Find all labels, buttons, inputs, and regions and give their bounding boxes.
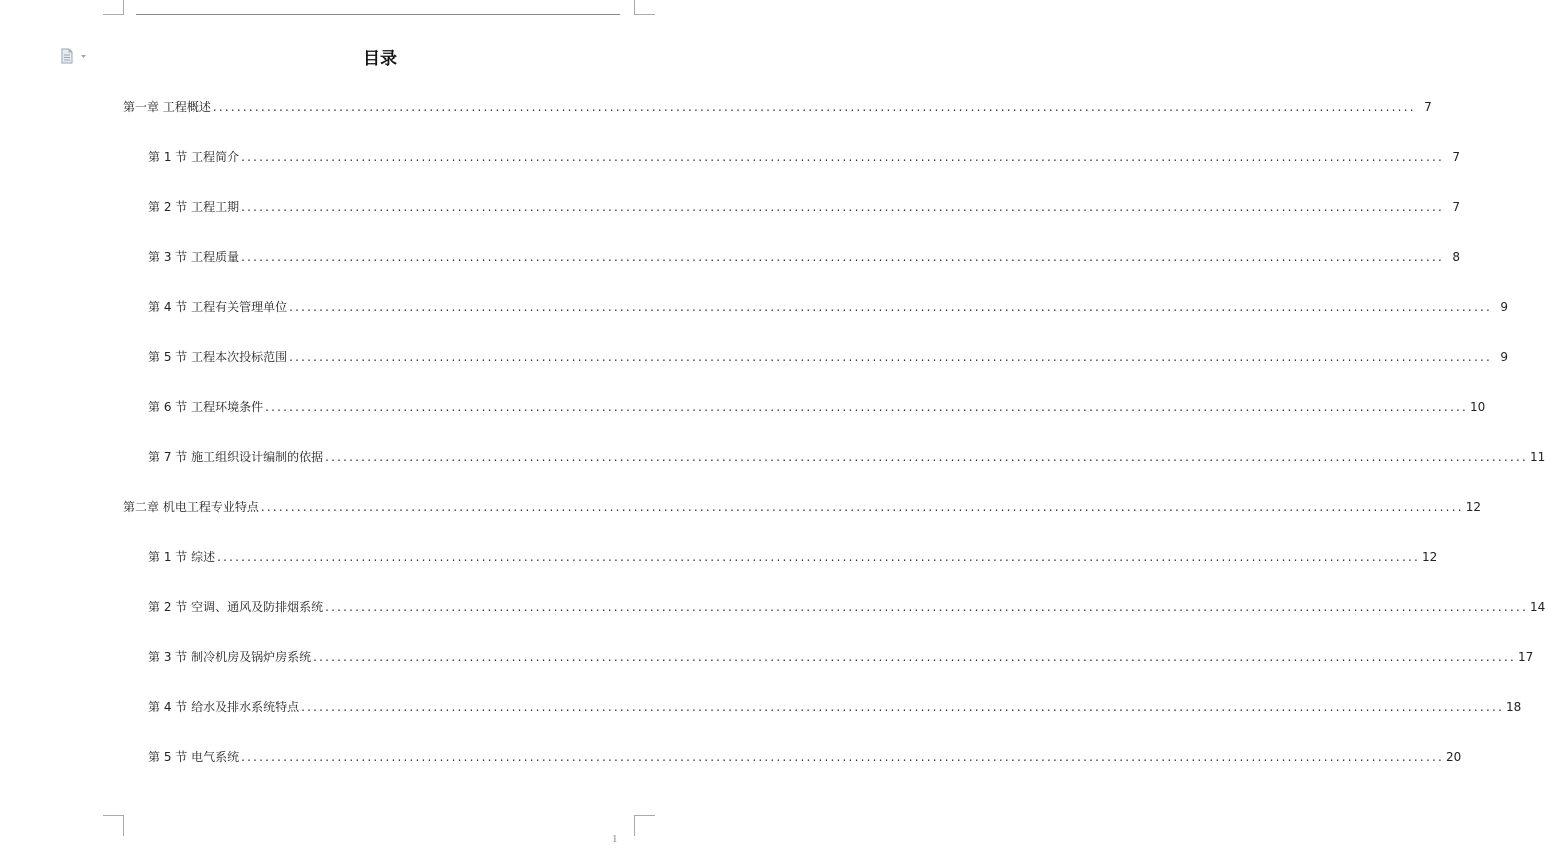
toc-entry[interactable] [148, 199, 1460, 215]
toc-entry[interactable] [148, 699, 1522, 715]
toc-entry[interactable] [148, 449, 1545, 465]
toc-dot-leader: ........................................................................................................................................................................................................ [241, 200, 1444, 214]
toc-entry-label: 第二章 机电工程专业特点 [123, 500, 259, 514]
toc-entry-page: 8 [1452, 250, 1460, 264]
toc-entry-label: 第 7 节 施工组织设计编制的依据 [148, 450, 324, 464]
toc-entry-page: 12 [1421, 550, 1438, 564]
toc-entry-label: 第 3 节 工程质量 [148, 250, 240, 264]
toc-entry[interactable] [148, 149, 1460, 165]
margin-corner-top-right [634, 0, 655, 15]
toc-dot-leader: ........................................................................................................................................................................................................ [260, 500, 1464, 514]
margin-corner-bottom-right [634, 815, 655, 836]
page-number: 1 [612, 833, 618, 845]
toc-entry[interactable] [123, 99, 1432, 115]
toc-entry[interactable] [123, 499, 1481, 515]
toc-dot-leader: ........................................................................................................................................................................................................ [325, 600, 1528, 614]
toc-entry-page: 18 [1505, 700, 1522, 714]
toc-entry-page: 11 [1529, 450, 1545, 464]
toc-entry-label: 第 2 节 空调、通风及防排烟系统 [148, 600, 324, 614]
toc-entry[interactable] [148, 599, 1545, 615]
toc-dot-leader: ........................................................................................................................................................................................................ [301, 700, 1504, 714]
toc-entry-page: 10 [1469, 400, 1486, 414]
toc-dot-leader: ........................................................................................................................................................................................................ [241, 250, 1444, 264]
toc-entry-page: 12 [1465, 500, 1481, 514]
toc-entry-page: 7 [1452, 200, 1460, 214]
toc-entry-page: 7 [1424, 100, 1432, 114]
toc-entry-label: 第 6 节 工程环境条件 [148, 400, 264, 414]
toc-entry-label: 第 1 节 工程简介 [148, 150, 240, 164]
toc-dot-leader: ........................................................................................................................................................................................................ [212, 100, 1416, 114]
toc-entry-label: 第 1 节 综述 [148, 550, 216, 564]
margin-corner-top-left [103, 0, 124, 15]
toc-entry-page: 14 [1529, 600, 1545, 614]
toc-dot-leader: ........................................................................................................................................................................................................ [241, 750, 1444, 764]
toc-dot-leader: ........................................................................................................................................................................................................ [289, 350, 1492, 364]
toc-dot-leader: ........................................................................................................................................................................................................ [289, 300, 1492, 314]
toc-entry-label: 第 4 节 给水及排水系统特点 [148, 700, 300, 714]
toc-entry-page: 7 [1452, 150, 1460, 164]
toc-dot-leader: ........................................................................................................................................................................................................ [313, 650, 1516, 664]
toc-entry-page: 9 [1500, 300, 1508, 314]
toc-title: 目录 [363, 49, 397, 69]
margin-corner-bottom-left [103, 815, 124, 836]
toc-entry-page: 17 [1517, 650, 1534, 664]
toc-entry[interactable] [148, 349, 1508, 365]
toc-entry[interactable] [148, 649, 1534, 665]
toc-entry-label: 第 4 节 工程有关管理单位 [148, 300, 288, 314]
toc-dot-leader: ........................................................................................................................................................................................................ [241, 150, 1444, 164]
toc-entry[interactable] [148, 249, 1460, 265]
toc-entry-label: 第 3 节 制冷机房及锅炉房系统 [148, 650, 312, 664]
toc-dot-leader: ........................................................................................................................................................................................................ [265, 400, 1468, 414]
toc-dot-leader: ........................................................................................................................................................................................................ [217, 550, 1420, 564]
toc-entry[interactable] [148, 749, 1462, 765]
toc-entry-page: 9 [1500, 350, 1508, 364]
toc-entry[interactable] [148, 299, 1508, 315]
header-rule [136, 14, 620, 15]
toc-entry-label: 第 2 节 工程工期 [148, 200, 240, 214]
toc-entry-page: 20 [1445, 750, 1462, 764]
toc-dot-leader: ........................................................................................................................................................................................................ [325, 450, 1528, 464]
toc-entry-label: 第 5 节 工程本次投标范围 [148, 350, 288, 364]
toc-entry[interactable] [148, 549, 1438, 565]
toc-entry-label: 第一章 工程概述 [123, 100, 211, 114]
toc-entry[interactable] [148, 399, 1486, 415]
toc-entry-label: 第 5 节 电气系统 [148, 750, 240, 764]
